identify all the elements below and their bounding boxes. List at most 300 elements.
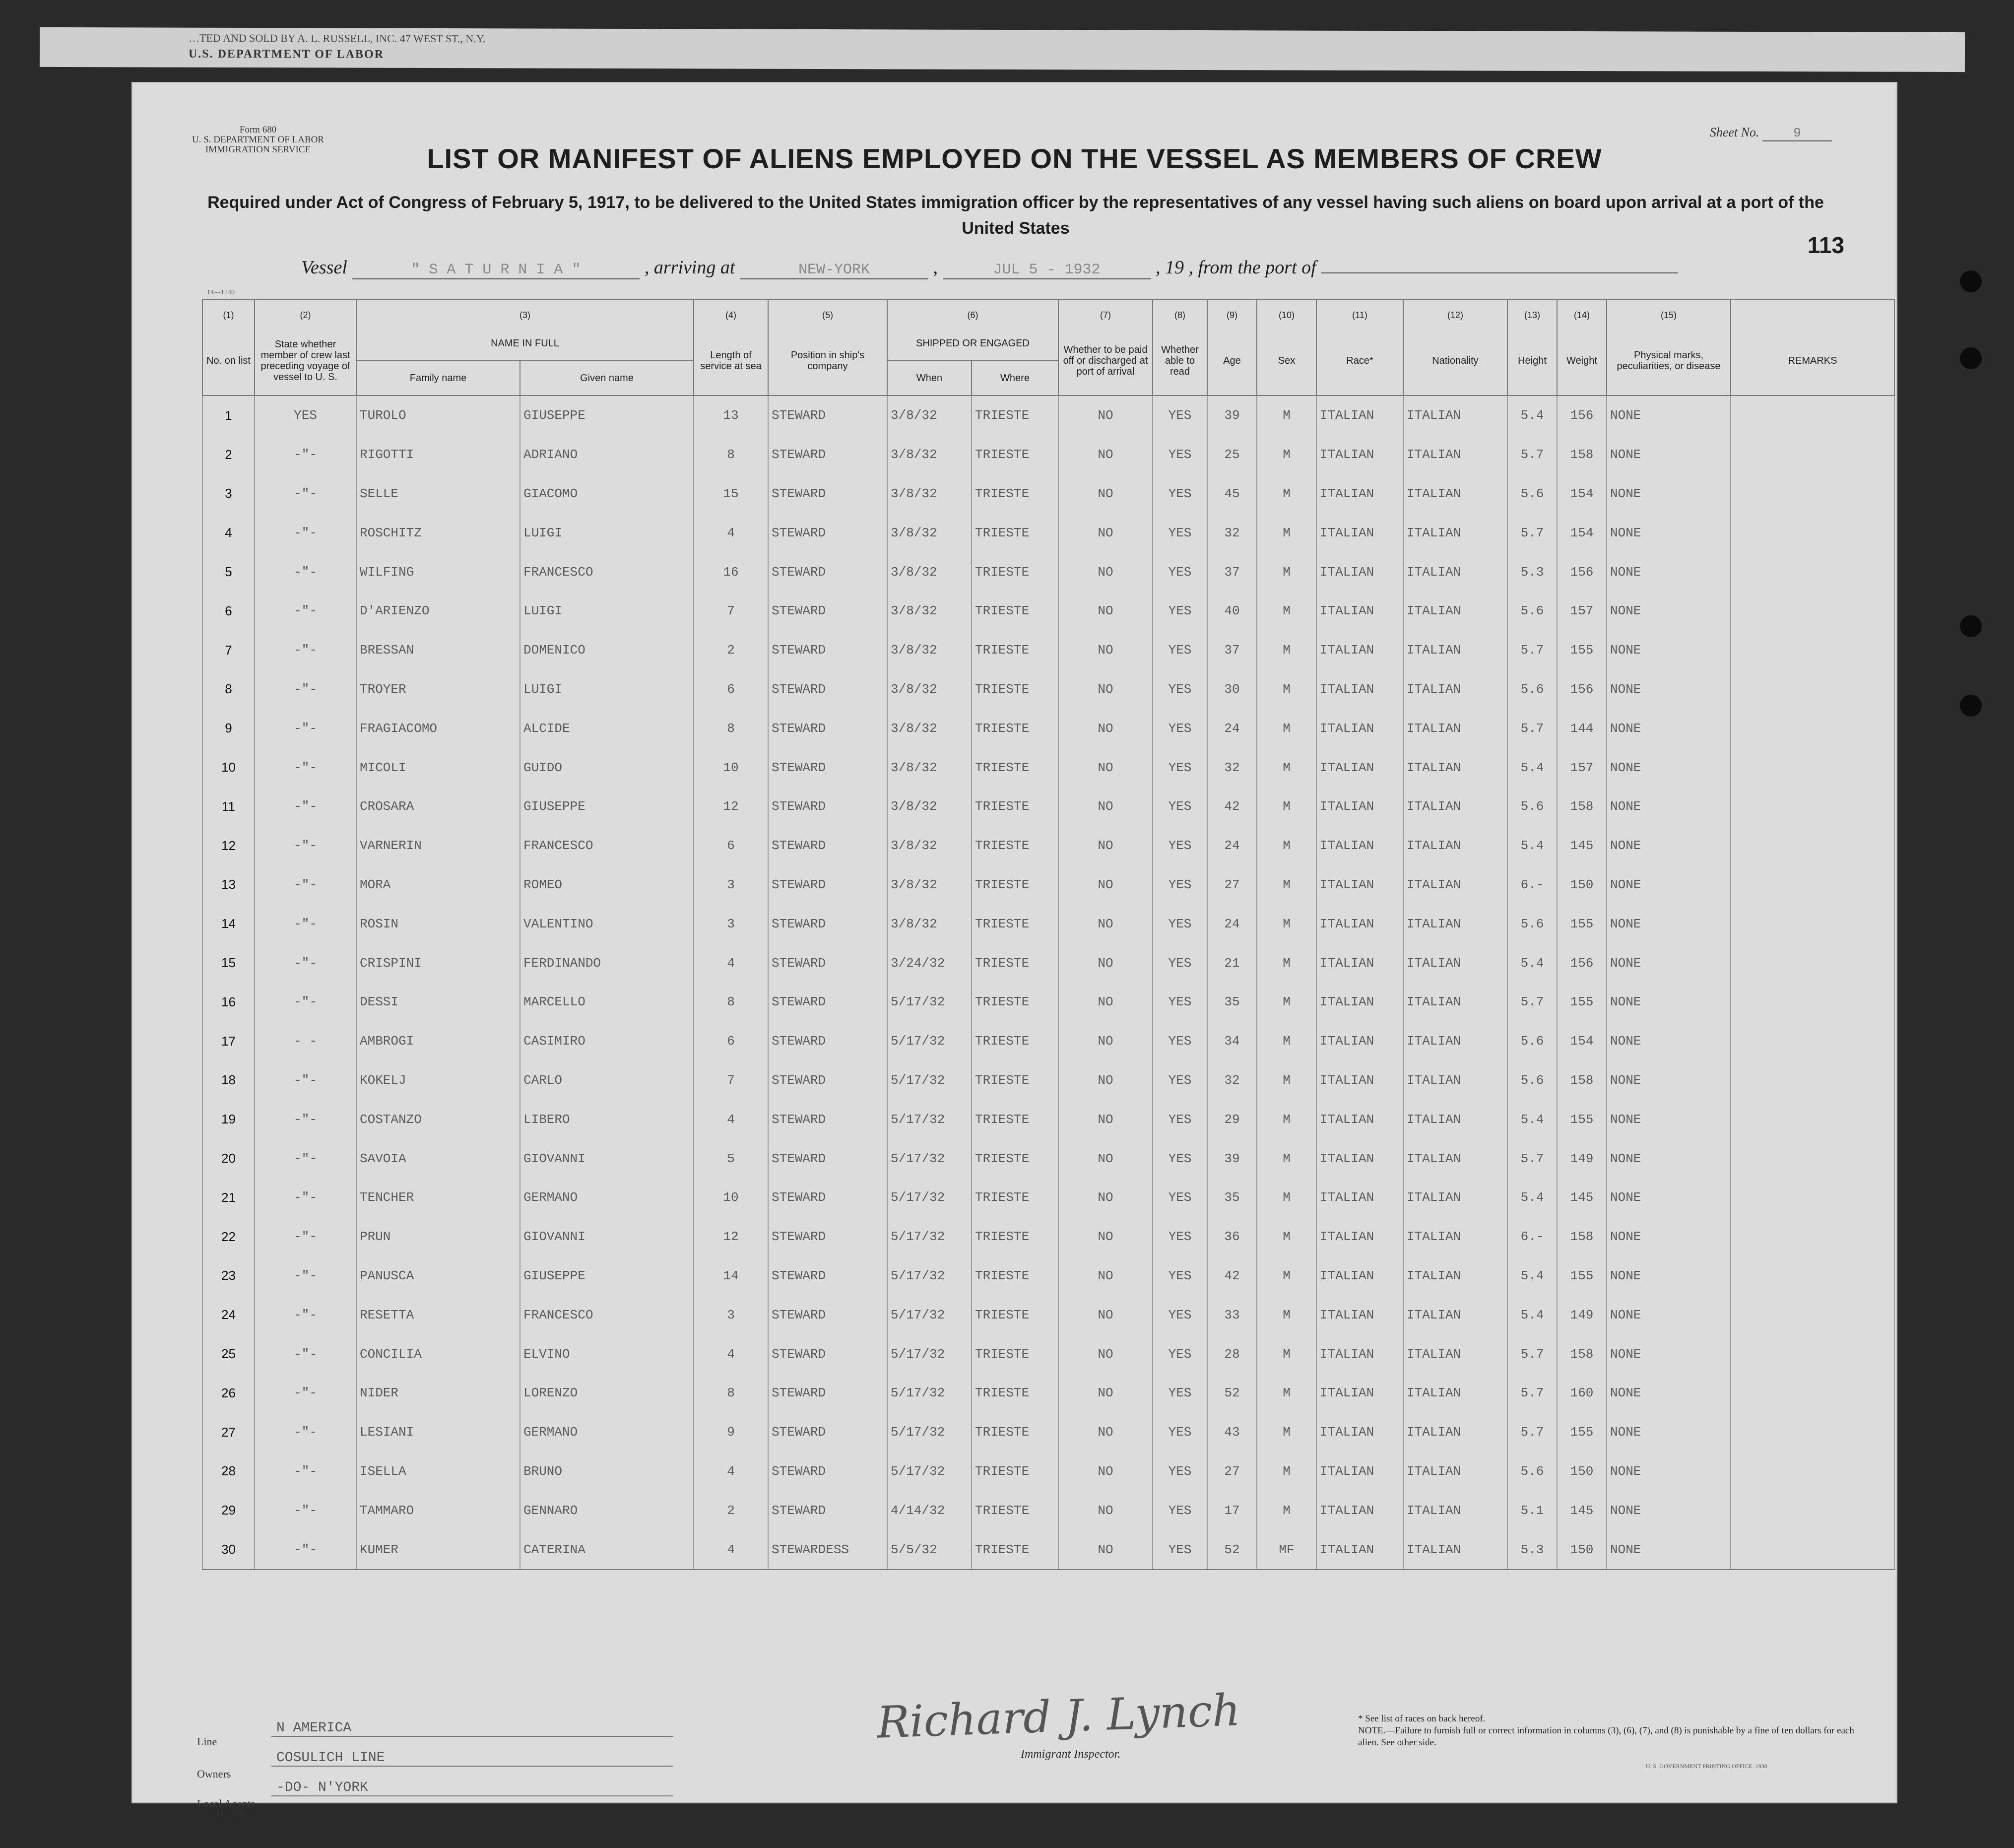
header-age: Age: [1207, 327, 1257, 396]
cell-position: STEWARD: [768, 1413, 887, 1452]
cell-position: STEWARD: [768, 709, 887, 748]
cell-position: STEWARD: [768, 983, 887, 1022]
cell-nat: ITALIAN: [1403, 1530, 1507, 1570]
cell-read: YES: [1153, 1139, 1207, 1178]
cell-no: 7: [202, 631, 255, 670]
cell-remarks: [1731, 1295, 1894, 1334]
cell-no: 30: [202, 1530, 255, 1570]
cell-marks: NONE: [1607, 1295, 1731, 1334]
cell-family: CRISPINI: [356, 943, 520, 983]
cell-no: 11: [202, 787, 255, 826]
cell-where: TRIESTE: [972, 592, 1058, 631]
cell-given: LUIGI: [520, 670, 694, 709]
cell-given: FERDINANDO: [520, 943, 694, 983]
vessel-label: Vessel: [301, 257, 347, 278]
cell-remarks: [1731, 904, 1894, 943]
cell-nat: ITALIAN: [1403, 826, 1507, 865]
cell-age: 39: [1207, 396, 1257, 435]
cell-race: ITALIAN: [1316, 943, 1403, 983]
cell-no: 28: [202, 1452, 255, 1491]
cell-length: 7: [694, 592, 768, 631]
cell-member: -"-: [255, 435, 356, 474]
cell-given: GIOVANNI: [520, 1139, 694, 1178]
cell-weight: 158: [1557, 1334, 1607, 1374]
cell-age: 33: [1207, 1295, 1257, 1334]
cell-position: STEWARD: [768, 1452, 887, 1491]
cell-no: 4: [202, 513, 255, 552]
header-family: Family name: [356, 361, 520, 396]
cell-weight: 155: [1557, 1100, 1607, 1139]
cell-length: 2: [694, 1491, 768, 1530]
table-row: [202, 1178, 1894, 1217]
cell-nat: ITALIAN: [1403, 748, 1507, 787]
col-num: [1731, 299, 1894, 327]
cell-family: ROSIN: [356, 904, 520, 943]
table-row: [202, 865, 1894, 905]
cell-race: ITALIAN: [1316, 1178, 1403, 1217]
table-row: [202, 709, 1894, 748]
cell-no: 20: [202, 1139, 255, 1178]
cell-remarks: [1731, 592, 1894, 631]
cell-position: STEWARD: [768, 474, 887, 514]
cell-given: FRANCESCO: [520, 1295, 694, 1334]
cell-paid: NO: [1058, 592, 1153, 631]
table-row: [202, 631, 1894, 670]
cell-nat: ITALIAN: [1403, 1139, 1507, 1178]
cell-member: -"-: [255, 1413, 356, 1452]
table-row: [202, 1100, 1894, 1139]
cell-family: PANUSCA: [356, 1256, 520, 1296]
cell-given: GERMANO: [520, 1413, 694, 1452]
cell-marks: NONE: [1607, 1217, 1731, 1256]
cell-member: -"-: [255, 1491, 356, 1530]
cell-length: 5: [694, 1139, 768, 1178]
table-row: [202, 1374, 1894, 1413]
cell-age: 24: [1207, 826, 1257, 865]
cell-marks: NONE: [1607, 709, 1731, 748]
cell-family: TUROLO: [356, 396, 520, 435]
cell-marks: NONE: [1607, 1256, 1731, 1296]
cell-paid: NO: [1058, 1334, 1153, 1374]
cell-marks: NONE: [1607, 1139, 1731, 1178]
header-no: No. on list: [202, 327, 255, 396]
printer-imprint: U. S. GOVERNMENT PRINTING OFFICE: 1930: [1646, 1763, 1767, 1770]
cell-age: 40: [1207, 592, 1257, 631]
from-label: , from the port of: [1188, 257, 1316, 278]
cell-weight: 160: [1557, 1374, 1607, 1413]
table-row: [202, 670, 1894, 709]
cell-family: NIDER: [356, 1374, 520, 1413]
cell-paid: NO: [1058, 670, 1153, 709]
cell-length: 16: [694, 552, 768, 592]
cell-age: 39: [1207, 1139, 1257, 1178]
cell-remarks: [1731, 943, 1894, 983]
header-row: [202, 327, 1894, 361]
cell-member: -"-: [255, 1100, 356, 1139]
cell-remarks: [1731, 396, 1894, 435]
cell-paid: NO: [1058, 1295, 1153, 1334]
cell-position: STEWARD: [768, 748, 887, 787]
cell-marks: NONE: [1607, 396, 1731, 435]
cell-length: 4: [694, 513, 768, 552]
cell-remarks: [1731, 513, 1894, 552]
cell-read: YES: [1153, 826, 1207, 865]
cell-read: YES: [1153, 670, 1207, 709]
cell-age: 27: [1207, 865, 1257, 905]
cell-no: 14: [202, 904, 255, 943]
cell-sex: M: [1257, 396, 1316, 435]
cell-nat: ITALIAN: [1403, 1413, 1507, 1452]
cell-length: 8: [694, 1374, 768, 1413]
agents-value: -DO- N'YORK: [271, 1780, 673, 1796]
top-dept: U.S. DEPARTMENT OF LABOR: [188, 47, 385, 61]
cell-position: STEWARD: [768, 1295, 887, 1334]
owners-value: COSULICH LINE: [271, 1750, 673, 1767]
cell-position: STEWARD: [768, 631, 887, 670]
header-given: Given name: [520, 361, 694, 396]
col-num: (10): [1257, 299, 1316, 327]
cell-read: YES: [1153, 435, 1207, 474]
table-row: [202, 1452, 1894, 1491]
table-row: [202, 1295, 1894, 1334]
cell-member: -"-: [255, 943, 356, 983]
cell-remarks: [1731, 552, 1894, 592]
cell-when: 3/8/32: [887, 396, 972, 435]
col-num: (9): [1207, 299, 1257, 327]
cell-no: 9: [202, 709, 255, 748]
header-member: State whether member of crew last preceding voyage of vessel to U. S.: [255, 327, 356, 396]
cell-sex: M: [1257, 1374, 1316, 1413]
page-title: LIST OR MANIFEST OF ALIENS EMPLOYED ON THE VESSEL AS MEMBERS OF CREW: [427, 143, 1602, 174]
cell-read: YES: [1153, 1178, 1207, 1217]
column-numbers-row: [202, 299, 1894, 327]
cell-remarks: [1731, 435, 1894, 474]
cell-weight: 145: [1557, 1178, 1607, 1217]
cell-read: YES: [1153, 1530, 1207, 1570]
cell-race: ITALIAN: [1316, 1256, 1403, 1296]
cell-position: STEWARD: [768, 1334, 887, 1374]
cell-weight: 150: [1557, 865, 1607, 905]
cell-no: 5: [202, 552, 255, 592]
header-where: Where: [972, 361, 1058, 396]
cell-family: RESETTA: [356, 1295, 520, 1334]
cell-family: ISELLA: [356, 1452, 520, 1491]
cell-when: 5/17/32: [887, 1413, 972, 1452]
cell-family: DESSI: [356, 983, 520, 1022]
cell-where: TRIESTE: [972, 1491, 1058, 1530]
cell-length: 8: [694, 435, 768, 474]
punch-hole: [1960, 270, 1982, 292]
cell-where: TRIESTE: [972, 1178, 1058, 1217]
cell-no: 12: [202, 826, 255, 865]
cell-given: LORENZO: [520, 1374, 694, 1413]
cell-race: ITALIAN: [1316, 1100, 1403, 1139]
cell-position: STEWARD: [768, 1256, 887, 1296]
cell-weight: 150: [1557, 1530, 1607, 1570]
races-note: * See list of races on back hereof.: [1358, 1714, 1486, 1724]
cell-race: ITALIAN: [1316, 1295, 1403, 1334]
top-strip: [40, 27, 1965, 72]
cell-read: YES: [1153, 396, 1207, 435]
cell-weight: 145: [1557, 826, 1607, 865]
cell-length: 15: [694, 474, 768, 514]
cell-remarks: [1731, 1217, 1894, 1256]
cell-length: 3: [694, 1295, 768, 1334]
table-row: [202, 748, 1894, 787]
header-sex: Sex: [1257, 327, 1316, 396]
cell-age: 32: [1207, 513, 1257, 552]
col-num: (2): [255, 299, 356, 327]
table-row: [202, 1491, 1894, 1530]
cell-read: YES: [1153, 631, 1207, 670]
cell-age: 52: [1207, 1530, 1257, 1570]
cell-when: 5/17/32: [887, 1334, 972, 1374]
cell-given: LUIGI: [520, 513, 694, 552]
cell-position: STEWARD: [768, 1139, 887, 1178]
cell-when: 5/17/32: [887, 1178, 972, 1217]
cell-sex: M: [1257, 1100, 1316, 1139]
table-row: [202, 1334, 1894, 1374]
cell-weight: 144: [1557, 709, 1607, 748]
cell-member: -"-: [255, 748, 356, 787]
table-row: [202, 1256, 1894, 1296]
cell-race: ITALIAN: [1316, 592, 1403, 631]
cell-weight: 154: [1557, 513, 1607, 552]
header-length: Length of service at sea: [694, 327, 768, 396]
cell-length: 4: [694, 1452, 768, 1491]
cell-remarks: [1731, 709, 1894, 748]
cell-marks: NONE: [1607, 592, 1731, 631]
cell-remarks: [1731, 826, 1894, 865]
cell-sex: M: [1257, 592, 1316, 631]
cell-race: ITALIAN: [1316, 904, 1403, 943]
cell-when: 5/17/32: [887, 1139, 972, 1178]
cell-age: 34: [1207, 1022, 1257, 1061]
cell-height: 5.6: [1507, 1022, 1557, 1061]
table-row: [202, 826, 1894, 865]
cell-nat: ITALIAN: [1403, 1491, 1507, 1530]
cell-member: -"-: [255, 592, 356, 631]
cell-marks: NONE: [1607, 631, 1731, 670]
cell-length: 8: [694, 709, 768, 748]
cell-given: LUIGI: [520, 592, 694, 631]
cell-member: -"-: [255, 709, 356, 748]
cell-height: 5.6: [1507, 1061, 1557, 1100]
cell-nat: ITALIAN: [1403, 1178, 1507, 1217]
cell-when: 3/8/32: [887, 709, 972, 748]
cell-height: 5.7: [1507, 435, 1557, 474]
cell-height: 5.7: [1507, 709, 1557, 748]
cell-family: WILFING: [356, 552, 520, 592]
cell-weight: 158: [1557, 1061, 1607, 1100]
cell-read: YES: [1153, 943, 1207, 983]
cell-paid: NO: [1058, 1374, 1153, 1413]
cell-height: 5.7: [1507, 1374, 1557, 1413]
cell-member: -"-: [255, 474, 356, 514]
cell-sex: MF: [1257, 1530, 1316, 1570]
cell-where: TRIESTE: [972, 1139, 1058, 1178]
cell-family: AMBROGI: [356, 1022, 520, 1061]
cell-race: ITALIAN: [1316, 709, 1403, 748]
cell-paid: NO: [1058, 709, 1153, 748]
inspector-signature: Richard J. Lynch: [876, 1684, 1241, 1748]
cell-position: STEWARD: [768, 1100, 887, 1139]
cell-member: -"-: [255, 787, 356, 826]
cell-member: -"-: [255, 1061, 356, 1100]
cell-remarks: [1731, 1256, 1894, 1296]
cell-remarks: [1731, 631, 1894, 670]
cell-sex: M: [1257, 1295, 1316, 1334]
cell-when: 3/8/32: [887, 474, 972, 514]
cell-sex: M: [1257, 787, 1316, 826]
cell-weight: 156: [1557, 552, 1607, 592]
cell-length: 12: [694, 787, 768, 826]
cell-given: MARCELLO: [520, 983, 694, 1022]
cell-marks: NONE: [1607, 1100, 1731, 1139]
cell-when: 5/17/32: [887, 1100, 972, 1139]
cell-length: 6: [694, 1022, 768, 1061]
cell-nat: ITALIAN: [1403, 670, 1507, 709]
cell-paid: NO: [1058, 1022, 1153, 1061]
cell-no: 29: [202, 1491, 255, 1530]
cell-family: MICOLI: [356, 748, 520, 787]
cell-sex: M: [1257, 513, 1316, 552]
cell-family: LESIANI: [356, 1413, 520, 1452]
table-row: [202, 592, 1894, 631]
header-race: Race*: [1316, 327, 1403, 396]
cell-given: ALCIDE: [520, 709, 694, 748]
cell-position: STEWARD: [768, 787, 887, 826]
cell-family: COSTANZO: [356, 1100, 520, 1139]
cell-height: 5.6: [1507, 592, 1557, 631]
cell-given: GERMANO: [520, 1178, 694, 1217]
table-row: [202, 552, 1894, 592]
cell-sex: M: [1257, 1413, 1316, 1452]
cell-no: 1: [202, 396, 255, 435]
header-remarks: REMARKS: [1731, 327, 1894, 396]
cell-marks: NONE: [1607, 552, 1731, 592]
cell-age: 32: [1207, 1061, 1257, 1100]
cell-weight: 154: [1557, 474, 1607, 514]
cell-marks: NONE: [1607, 748, 1731, 787]
arrival-date: JUL 5 - 1932: [943, 262, 1151, 279]
cell-when: 3/8/32: [887, 865, 972, 905]
col-num: (13): [1507, 299, 1557, 327]
cell-weight: 155: [1557, 1256, 1607, 1296]
cell-where: TRIESTE: [972, 513, 1058, 552]
cell-read: YES: [1153, 513, 1207, 552]
cell-remarks: [1731, 1491, 1894, 1530]
cell-when: 5/17/32: [887, 1374, 972, 1413]
crew-rows: [202, 396, 1894, 1570]
cell-given: BRUNO: [520, 1452, 694, 1491]
cell-read: YES: [1153, 474, 1207, 514]
cell-member: -"-: [255, 1530, 356, 1570]
cell-sex: M: [1257, 709, 1316, 748]
cell-position: STEWARD: [768, 865, 887, 905]
cell-member: -"-: [255, 513, 356, 552]
printer-line: …TED AND SOLD BY A. L. RUSSELL, INC. 47 WEST ST., N.Y.: [189, 31, 486, 45]
cell-nat: ITALIAN: [1403, 552, 1507, 592]
cell-paid: NO: [1058, 396, 1153, 435]
cell-no: 25: [202, 1334, 255, 1374]
cell-paid: NO: [1058, 513, 1153, 552]
table-row: [202, 1217, 1894, 1256]
cell-age: 29: [1207, 1100, 1257, 1139]
from-port: [1321, 272, 1678, 273]
cell-nat: ITALIAN: [1403, 1100, 1507, 1139]
cell-read: YES: [1153, 1413, 1207, 1452]
cell-read: YES: [1153, 709, 1207, 748]
cell-family: TROYER: [356, 670, 520, 709]
cell-position: STEWARD: [768, 826, 887, 865]
cell-no: 17: [202, 1022, 255, 1061]
agents-code: 14—1240: [217, 1810, 245, 1817]
cell-length: 12: [694, 1217, 768, 1256]
cell-nat: ITALIAN: [1403, 709, 1507, 748]
cell-when: 3/24/32: [887, 943, 972, 983]
cell-no: 23: [202, 1256, 255, 1296]
cell-read: YES: [1153, 1334, 1207, 1374]
cell-race: ITALIAN: [1316, 1374, 1403, 1413]
cell-paid: NO: [1058, 1256, 1153, 1296]
cell-length: 2: [694, 631, 768, 670]
cell-race: ITALIAN: [1316, 826, 1403, 865]
vessel-line: Vessel " S A T U R N I A " , arriving at NEW-YORK , JUL 5 - 1932 , 19 , from the port of: [301, 257, 1678, 279]
cell-where: TRIESTE: [972, 1413, 1058, 1452]
cell-remarks: [1731, 865, 1894, 905]
cell-no: 26: [202, 1374, 255, 1413]
cell-where: TRIESTE: [972, 709, 1058, 748]
table-row: [202, 396, 1894, 435]
owners-label: Owners: [197, 1768, 231, 1780]
cell-race: ITALIAN: [1316, 865, 1403, 905]
cell-position: STEWARD: [768, 552, 887, 592]
table-row: [202, 1413, 1894, 1452]
cell-age: 42: [1207, 1256, 1257, 1296]
cell-nat: ITALIAN: [1403, 904, 1507, 943]
table-row: [202, 1530, 1894, 1570]
cell-remarks: [1731, 1100, 1894, 1139]
cell-where: TRIESTE: [972, 631, 1058, 670]
cell-race: ITALIAN: [1316, 787, 1403, 826]
header-read: Whether able to read: [1153, 327, 1207, 396]
cell-read: YES: [1153, 787, 1207, 826]
cell-marks: NONE: [1607, 513, 1731, 552]
cell-family: ROSCHITZ: [356, 513, 520, 552]
cell-member: YES: [255, 396, 356, 435]
table-row: [202, 435, 1894, 474]
cell-sex: M: [1257, 1061, 1316, 1100]
cell-age: 24: [1207, 709, 1257, 748]
cell-paid: NO: [1058, 865, 1153, 905]
cell-family: BRESSAN: [356, 631, 520, 670]
header-nationality: Nationality: [1403, 327, 1507, 396]
cell-paid: NO: [1058, 435, 1153, 474]
cell-sex: M: [1257, 983, 1316, 1022]
cell-when: 3/8/32: [887, 787, 972, 826]
cell-position: STEWARD: [768, 1178, 887, 1217]
cell-read: YES: [1153, 748, 1207, 787]
cell-member: -"-: [255, 1139, 356, 1178]
cell-length: 13: [694, 396, 768, 435]
cell-age: 37: [1207, 552, 1257, 592]
cell-paid: NO: [1058, 1139, 1153, 1178]
cell-paid: NO: [1058, 1178, 1153, 1217]
cell-height: 5.7: [1507, 983, 1557, 1022]
cell-nat: ITALIAN: [1403, 631, 1507, 670]
cell-no: 10: [202, 748, 255, 787]
